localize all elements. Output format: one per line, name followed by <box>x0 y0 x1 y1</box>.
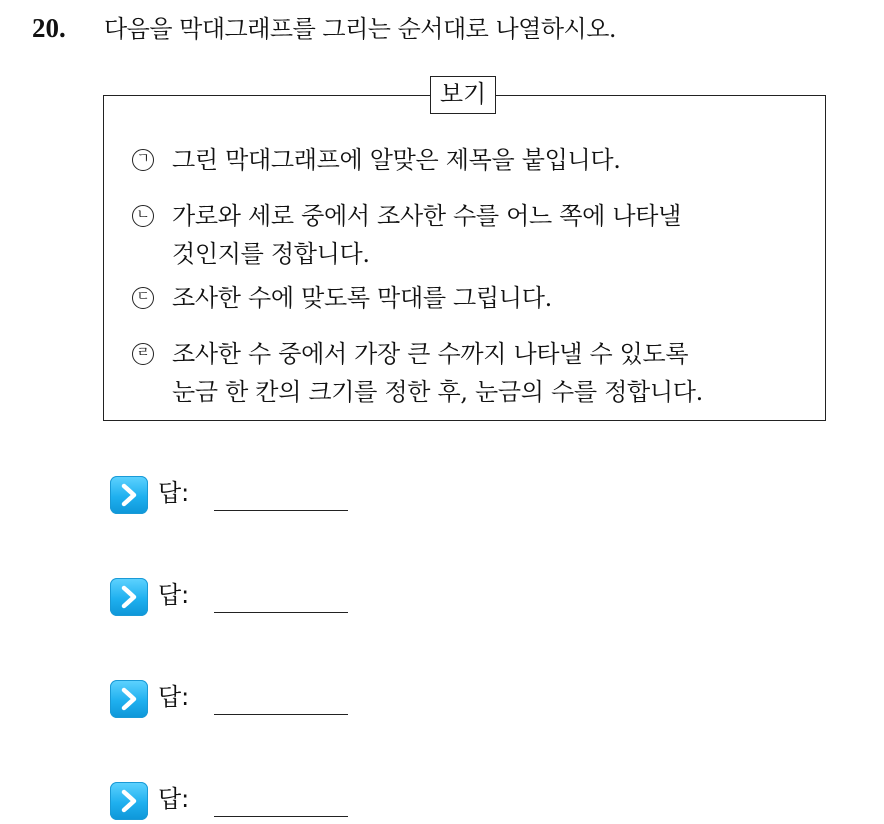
answer-label: 답: <box>158 479 190 507</box>
answer-label: 답: <box>158 785 190 813</box>
answer-blank[interactable] <box>214 612 348 613</box>
circled-letter-mark: ㄹ <box>132 343 154 365</box>
bogi-item-3 <box>132 279 812 317</box>
bogi-item-text: 것인지를 정합니다. <box>172 240 370 268</box>
bogi-item-text: 가로와 세로 중에서 조사한 수를 어느 쪽에 나타낼 <box>172 202 681 230</box>
bogi-item-2 <box>132 197 812 273</box>
circled-letter-mark: ㄴ <box>132 205 154 227</box>
answer-label: 답: <box>158 683 190 711</box>
question-text: 다음을 막대그래프를 그리는 순서대로 나열하시오. <box>104 15 617 43</box>
chevron-right-icon <box>110 782 148 820</box>
chevron-right-icon <box>110 476 148 514</box>
answer-blank[interactable] <box>214 510 348 511</box>
answer-row-2 <box>110 578 370 618</box>
answer-row-4 <box>110 782 370 822</box>
chevron-right-icon <box>110 578 148 616</box>
circled-letter-mark: ㄱ <box>132 149 154 171</box>
circled-letter-mark: ㄷ <box>132 287 154 309</box>
bogi-item-text: 조사한 수에 맞도록 막대를 그립니다. <box>172 284 552 312</box>
answer-blank[interactable] <box>214 714 348 715</box>
answer-label: 답: <box>158 581 190 609</box>
question-number: 20. <box>32 13 66 43</box>
bogi-item-text: 눈금 한 칸의 크기를 정한 후, 눈금의 수를 정합니다. <box>172 378 703 406</box>
chevron-right-icon <box>110 680 148 718</box>
bogi-item-4 <box>132 335 812 411</box>
bogi-title: 보기 <box>430 76 496 114</box>
answer-row-3 <box>110 680 370 720</box>
bogi-item-text: 그린 막대그래프에 알맞은 제목을 붙입니다. <box>172 146 621 174</box>
answer-blank[interactable] <box>214 816 348 817</box>
answer-row-1 <box>110 476 370 516</box>
bogi-item-text: 조사한 수 중에서 가장 큰 수까지 나타낼 수 있도록 <box>172 340 689 368</box>
bogi-item-1 <box>132 141 812 179</box>
